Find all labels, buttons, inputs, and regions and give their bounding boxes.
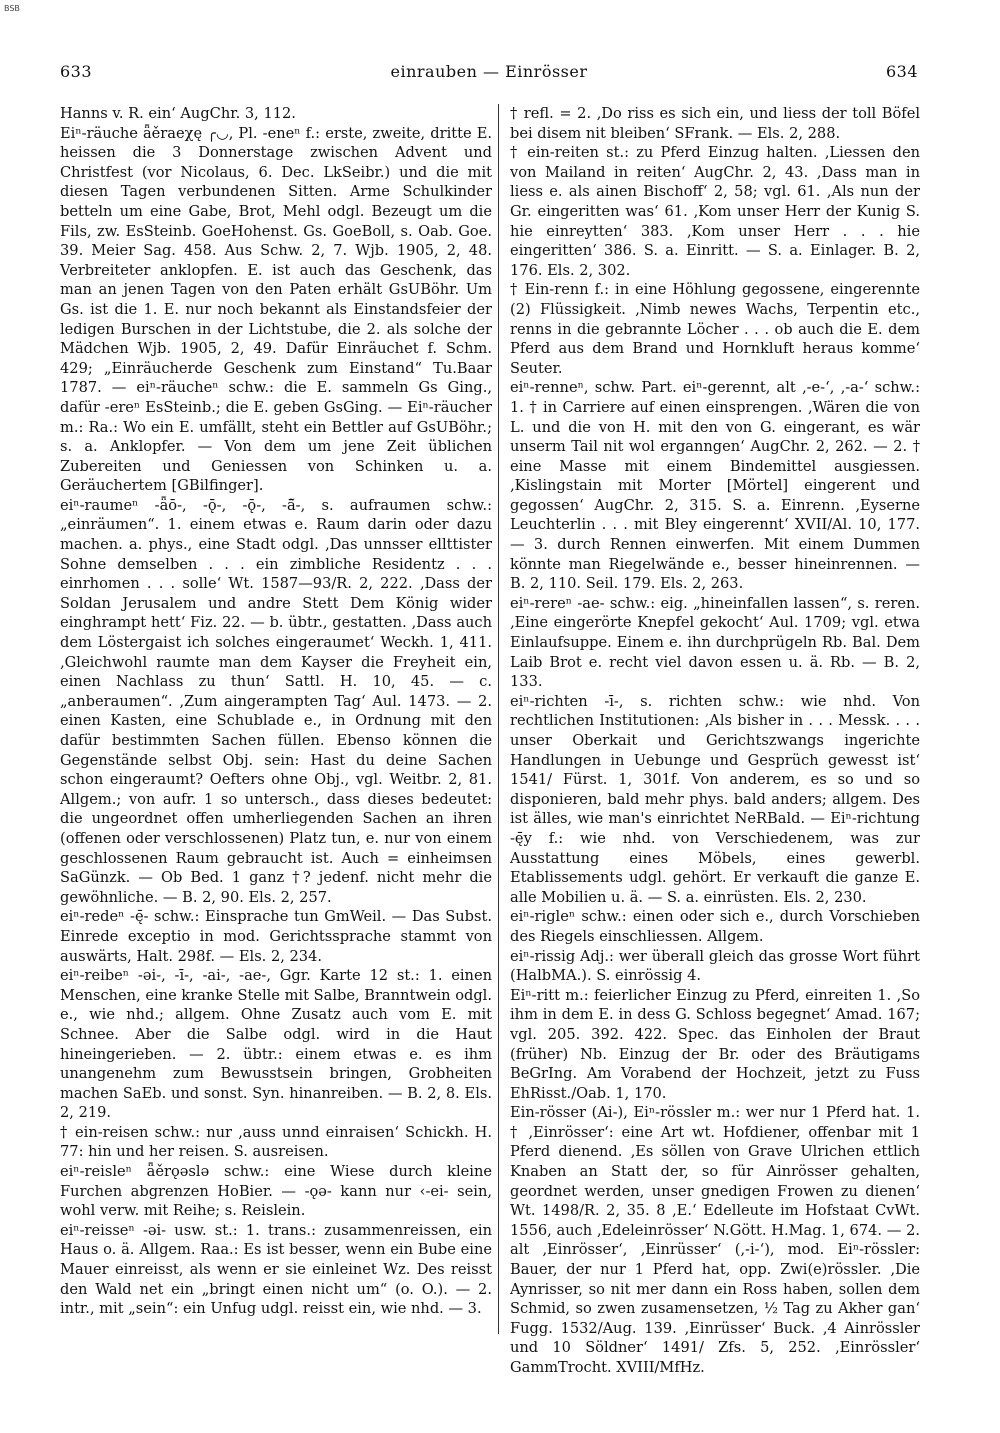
entry-paragraph: eiⁿ-rigleⁿ schw.: einen oder sich e., durch Vorschieben des Riegels einschliessen. Allgem. [510, 908, 920, 945]
library-stamp: BSB [4, 4, 20, 13]
entry-paragraph: † ein-reisen schw.: nur ‚auss unnd einraisen‘ Schickh. H. 77: hin und her reisen. S. ausreisen. [60, 1123, 492, 1161]
left-column [60, 104, 492, 1319]
column-divider [498, 104, 499, 1334]
right-column [510, 104, 920, 1378]
entry-paragraph: eiⁿ-rereⁿ -ae- schw.: eig. „hineinfallen lassen“, s. reren. ‚Eine eingerörte Knepfel gekocht‘ Aul. 1709; vgl. etwa Einlaufsuppe. Einem e. ihn durchprügeln Rb. Bal. Dem Laib Brot e. recht viel davon essen u. ä. Rb. — B. 2, 133. [510, 594, 920, 691]
entry-paragraph: Eiⁿ-räuche ǟěraeχę ╭◡, Pl. -eneⁿ f.: erste, zweite, dritte E. heissen die 3 Donnerstage zwischen Advent und Christfest (vor Nicolaus, 6. Dec. LkSeibr.) und die mit diesen Tagen verbundenen Sitten. Arme Schulkinder betteln um eine Gabe, Brot, Mehl odgl. Bezeugt um die Fils, zw. EsSteinb. GoeHohenst. Gs. GoeBoll, s. Oab. Goe. 39. Meier Sag. 458. Aus Schw. 2, 7. Wjb. 1905, 2, 48. Verbreiteter anklopfen. E. ist auch das Geschenk, das man an jenen Tagen von den Paten erhält GsUBöhr. Um Gs. ist die 1. E. nur noch bekannt als Einstandsfeier der ledigen Burschen in der Lichtstube, die 2. als solche der Mädchen Wjb. 1905, 2, 49. Dafür Einräuchet f. Schm. 429; „Einräucherde Geschenk zum Einstand“ Tu.Baar 1787. — eiⁿ-räucheⁿ schw.: die E. sammeln Gs Ging., dafür -ereⁿ EsSteinb.; die E. geben GsGing. — Eiⁿ-räucher m.: Ra.: Wo ein E. umfällt, steht ein Bettler auf GsUBöhr.; s. a. Anklopfer. — Von dem um jene Zeit üblichen Zubereiten und Geniessen von Schinken u. a. Geräuchertem [GBilfinger]. [60, 124, 492, 495]
entry-paragraph: † Ein-renn f.: in eine Höhlung gegossene, eingerennte (2) Flüssigkeit. ‚Nimb newes Wachs, Terpentin etc., renns in die gebrannte Löcher . . . ob auch die E. dem Pferd aus dem Brand und Hornkluft heraus komme‘ Seuter. [510, 281, 920, 377]
entry-paragraph: eiⁿ-raumeⁿ -ǟō-, -ǭ-, -ǭ-, -ā̃-, s. aufraumen schw.: „einräumen“. 1. einem etwas e. Raum darin oder dazu machen. a. phys., eine Stadt odgl. ‚Das unnsser ellttister Sohne demselben . . . ein zimbliche Residentz . . . einrhomen . . . solle‘ Wt. 1587—93/R. 2, 222. ‚Dass der Soldan Jerusalem und andre Stett Dem König wider einghrampt hett‘ Fiz. 22. — b. übtr., gestatten. ‚Dass auch dem Löstergaist ich solches eingeraumet‘ Weckh. 1, 411. ‚Gleichwohl raumte man dem Kayser die Freyheit ein, einen Nachlass zu thun‘ Sattl. H. 10, 45. — c. „anberaumen“. ‚Zum aingerampten Tag‘ Aul. 1473. — 2. einen Kasten, eine Schublade e., in Ordnung mit den dafür bestimmten Sachen füllen. Ebenso können die Gegenstände selbst Obj. sein: Hast du deine Sachen schon eingeraumt? Oefters ohne Obj., vgl. Weitbr. 2, 81. Allgem.; von aufr. 1 so untersch., dass dieses bedeutet: die ungeordnet offen umherliegenden Sachen an ihren (offenen oder verschlossenen) Platz tun, e. nur von einem geschlossenen Raum gebraucht ist. Auch = einheimsen SaGünzk. — Ob Bed. 1 ganz †? jedenf. nicht mehr die gewöhnliche. — B. 2, 90. Els. 2, 257. [60, 496, 492, 906]
entry-paragraph: eiⁿ-reisleⁿ ǟěrǫəslə schw.: eine Wiese durch kleine Furchen abgrenzen HoBier. — -ǫə- kann nur ‹-ei- sein, wohl verw. mit Reihe; s. Reislein. [60, 1163, 492, 1220]
entry-paragraph: Ein-rösser (Ai-), Eiⁿ-rössler m.: wer nur 1 Pferd hat. 1. † ‚Einrösser‘: eine Art wt. Hofdiener, offenbar mit 1 Pferd dienend. ‚Es söllen von Grave Ulrichen ettlich Knaben an Statt der, so für Ainrösser gehalten, geordnet werden, unser gnedigen Frowen zu dienen‘ Wt. 1498/R. 2, 35. 8 ‚E.‘ Edelleute im Hofstaat CvWt. 1556, auch ‚Edeleinrösser‘ N.Gött. H.Mag. 1, 674. — 2. alt ‚Einrösser‘, ‚Einrüsser‘ (‚-i-‘), mod. Eiⁿ-rössler: Bauer, der nur 1 Pferd hat, opp. Zwi(e)rössler. ‚Die Aynrisser, so nit mer dann ein Ross haben, sollen dem Schmid, so zwen zusamensetzen, ½ Tag zu Akher gan‘ Fugg. 1532/Aug. 139. ‚Einrüsser‘ Buck. ‚4 Ainrössler und 10 Söldner‘ 1491/ Zfs. 5, 252. ‚Einrössler‘ GammTrocht. XVIII/MfHz. [510, 1104, 920, 1376]
entry-paragraph: eiⁿ-reisseⁿ -əi- usw. st.: 1. trans.: zusammenreissen, ein Haus o. ä. Allgem. Raa.: Es ist besser, wenn ein Bube eine Mauer einreisst, als wenn er sie einleinet Wz. Des reisst den Wald net ein „bringt einen nicht um“ (o. O.). — 2. intr., mit „sein“: ein Unfug udgl. reisst ein, wie nhd. — 3. [60, 1221, 492, 1318]
entry-paragraph: eiⁿ-renneⁿ, schw. Part. eiⁿ-gerennt, alt ‚-e-‘, ‚-a-‘ schw.: 1. † in Carriere auf einen einsprengen. ‚Wären die von L. und die von H. mit den von G. eingerant, es wär unserm Tail nit wol erganngen‘ AugChr. 2, 262. — 2. † eine Masse mit einem Bindemittel ausgiessen. ‚Kislingstain mit Morter [Mörtel] eingerent und gegossen‘ AugChr. 2, 315. S. a. Einrenn. ‚Eyserne Leuchterlin . . . mit Bley eingerennt‘ XVII/Al. 10, 177. — 3. durch Rennen einwerfen. Mit einem Dummen könnte man Riegelwände e., besser hineinrennen. — B. 2, 110. Seil. 179. Els. 2, 263. [510, 379, 920, 593]
entry-paragraph: † ein-reiten st.: zu Pferd Einzug halten. ‚Liessen den von Mailand in reiten‘ AugChr. 2, 43. ‚Dass man in liess e. als ainen Bischoff‘ 2, 58; vgl. 61. ‚Als nun der Gr. eingeritten was‘ 61. ‚Kom unser Herr der Kunig S. hie einreytten‘ 383. ‚Kom unser Herr . . . hie eingeritten‘ 386. S. a. Einritt. — S. a. Einlager. B. 2, 176. Els. 2, 302. [510, 144, 920, 279]
page-number-right: 634 [885, 62, 918, 81]
entry-paragraph: eiⁿ-redeⁿ -ę̄- schw.: Einsprache tun GmWeil. — Das Subst. Einrede exceptio in mod. Gerichtssprache stammt von auswärts, Halt. 298f. — Els. 2, 234. [60, 908, 492, 965]
page-number-left: 633 [60, 62, 93, 81]
entry-paragraph: eiⁿ-reibeⁿ -əi-, -ī-, -ai-, -ae-, Ggr. Karte 12 st.: 1. einen Menschen, eine kranke Stelle mit Salbe, Branntwein odgl. e., wie nhd.; allgem. Ohne Zusatz auch vom E. mit Schnee. Aber die Salbe odgl. wird in die Haut hineingerieben. — 2. übtr.: einem etwas e. es ihm unangenehm zum Bewusstsein bringen, Grobheiten machen SaEb. und sonst. Syn. hinanreiben. — B. 2, 8. Els. 2, 219. [60, 967, 492, 1122]
entry-paragraph: Hanns v. R. ein‘ AugChr. 3, 112. [60, 105, 296, 122]
entry-paragraph: Eiⁿ-ritt m.: feierlicher Einzug zu Pferd, einreiten 1. ‚So ihm in dem E. in dess G. Schloss begegnet‘ Amad. 167; vgl. 205. 392. 422. Spec. das Einholen der Braut (früher) Nb. Einzug der Br. oder des Bräutigams BeGrIng. Am Vorabend der Hochzeit, jetzt zu Fuss EhRisst./Oab. 1, 170. [510, 986, 920, 1102]
entry-paragraph: † refl. = 2. ‚Do riss es sich ein, und liess der toll Böfel bei disem nit bleiben‘ SFrank. — Els. 2, 288. [510, 105, 920, 142]
page-header [60, 62, 918, 88]
running-title: einrauben — Einrösser [390, 62, 588, 81]
entry-paragraph: eiⁿ-rissig Adj.: wer überall gleich das grosse Wort führt (HalbMA.). S. einrössig 4. [510, 947, 920, 985]
entry-paragraph: eiⁿ-richten -ī-, s. richten schw.: wie nhd. Von rechtlichen Institutionen: ‚Als bisher in . . . Messk. . . . unser Oberkait und Gerichtszwangs ingerichte Handlungen in Uebunge und Gesprüch gewesst ist‘ 1541/ Fürst. 1, 301f. Von anderem, es so und so disponieren, bald mehr phys. bald anders; allgem. Des ist älles, wie man's einrichtet NeRBald. — Eiⁿ-richtung -ę̄y f.: wie nhd. von Verschiedenem, was zur Ausstattung eines Möbels, eines gewerbl. Etablissements udgl. gehört. Er verkauft die ganze E. alle Mobilien u. ä. — S. a. einrüsten. Els. 2, 230. [510, 692, 920, 906]
